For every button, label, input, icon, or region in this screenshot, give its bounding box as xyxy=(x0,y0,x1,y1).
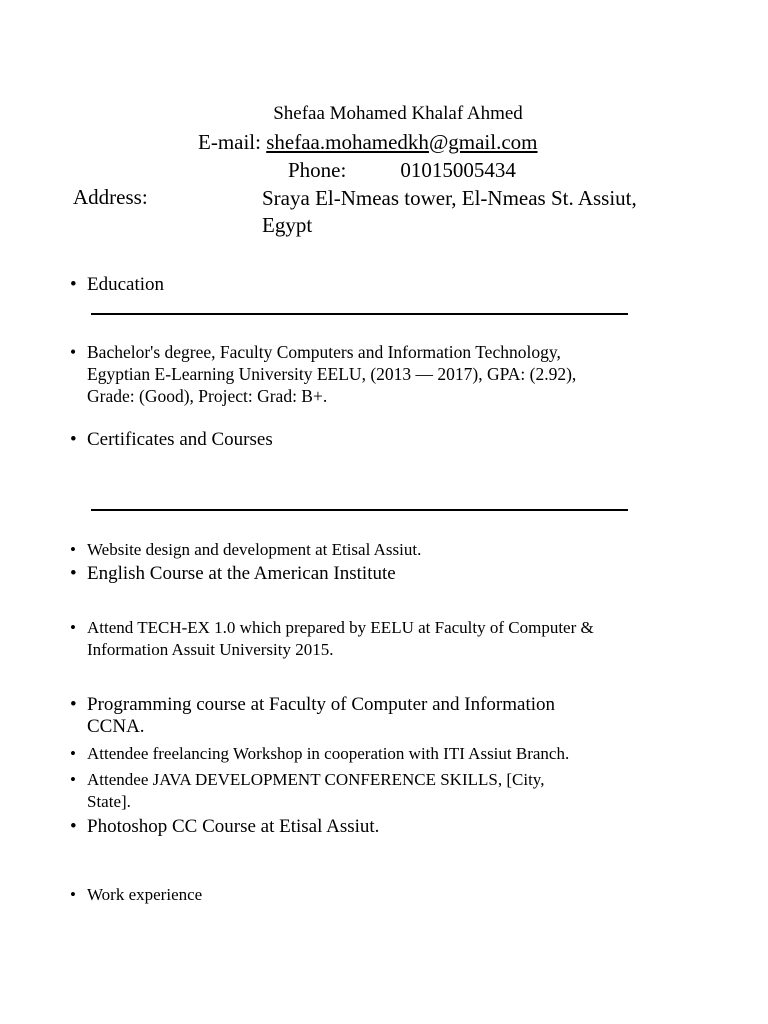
bullet-icon: • xyxy=(70,770,76,789)
bullet-icon: • xyxy=(70,618,76,637)
education-degree: Bachelor's degree, Faculty Computers and Information Technology, Egyptian E-Learning University EELU, (2013 — 2017), GPA: (2.92), Grade: (Good), Project: Grad: B+. xyxy=(87,342,577,406)
email-link-domain[interactable]: gmail.com xyxy=(448,130,538,154)
bullet-icon: • xyxy=(70,885,76,904)
bullet-icon: • xyxy=(70,342,77,362)
phone-label: Phone: xyxy=(288,158,347,182)
section-divider xyxy=(91,509,628,511)
course-text: Attendee freelancing Workshop in cooperation with ITI Assiut Branch. xyxy=(87,744,570,763)
bullet-icon: • xyxy=(70,540,76,559)
course-text: Programming course at Faculty of Computer and Information CCNA. xyxy=(87,694,556,737)
course-text: Attend TECH-EX 1.0 which prepared by EELU at Faculty of Computer & Information Assuit University 2015. xyxy=(87,618,594,659)
email-at: @ xyxy=(428,130,449,154)
email-link-user[interactable]: shefaa.mohamedkh xyxy=(266,130,429,154)
bullet-icon: • xyxy=(70,429,77,450)
address-value xyxy=(262,185,742,239)
phone-value: 01015005434 xyxy=(400,158,516,182)
address-line-1: Sraya El-Nmeas tower, El-Nmeas St. Assiut, xyxy=(262,186,637,210)
section-title: Work experience xyxy=(87,885,203,904)
email-label: E-mail: xyxy=(198,130,267,154)
course-text: Website design and development at Etisal Assiut. xyxy=(87,540,422,559)
section-title: Education xyxy=(87,274,165,295)
phone-line xyxy=(288,158,516,183)
bullet-icon: • xyxy=(70,816,77,837)
section-title: Certificates and Courses xyxy=(87,429,273,450)
section-divider xyxy=(91,313,628,315)
candidate-name: Shefaa Mohamed Khalaf Ahmed xyxy=(273,103,523,124)
bullet-icon: • xyxy=(70,694,77,715)
course-text: Attendee JAVA DEVELOPMENT CONFERENCE SKILLS, [City, State]. xyxy=(87,770,545,811)
bullet-icon: • xyxy=(70,563,77,584)
bullet-icon: • xyxy=(70,274,77,295)
bullet-icon: • xyxy=(70,744,76,763)
course-text: English Course at the American Institute xyxy=(87,563,396,584)
address-label: Address: xyxy=(73,185,148,209)
email-line xyxy=(198,130,538,155)
address-line-2: Egypt xyxy=(262,213,313,237)
course-text: Photoshop CC Course at Etisal Assiut. xyxy=(87,816,380,837)
